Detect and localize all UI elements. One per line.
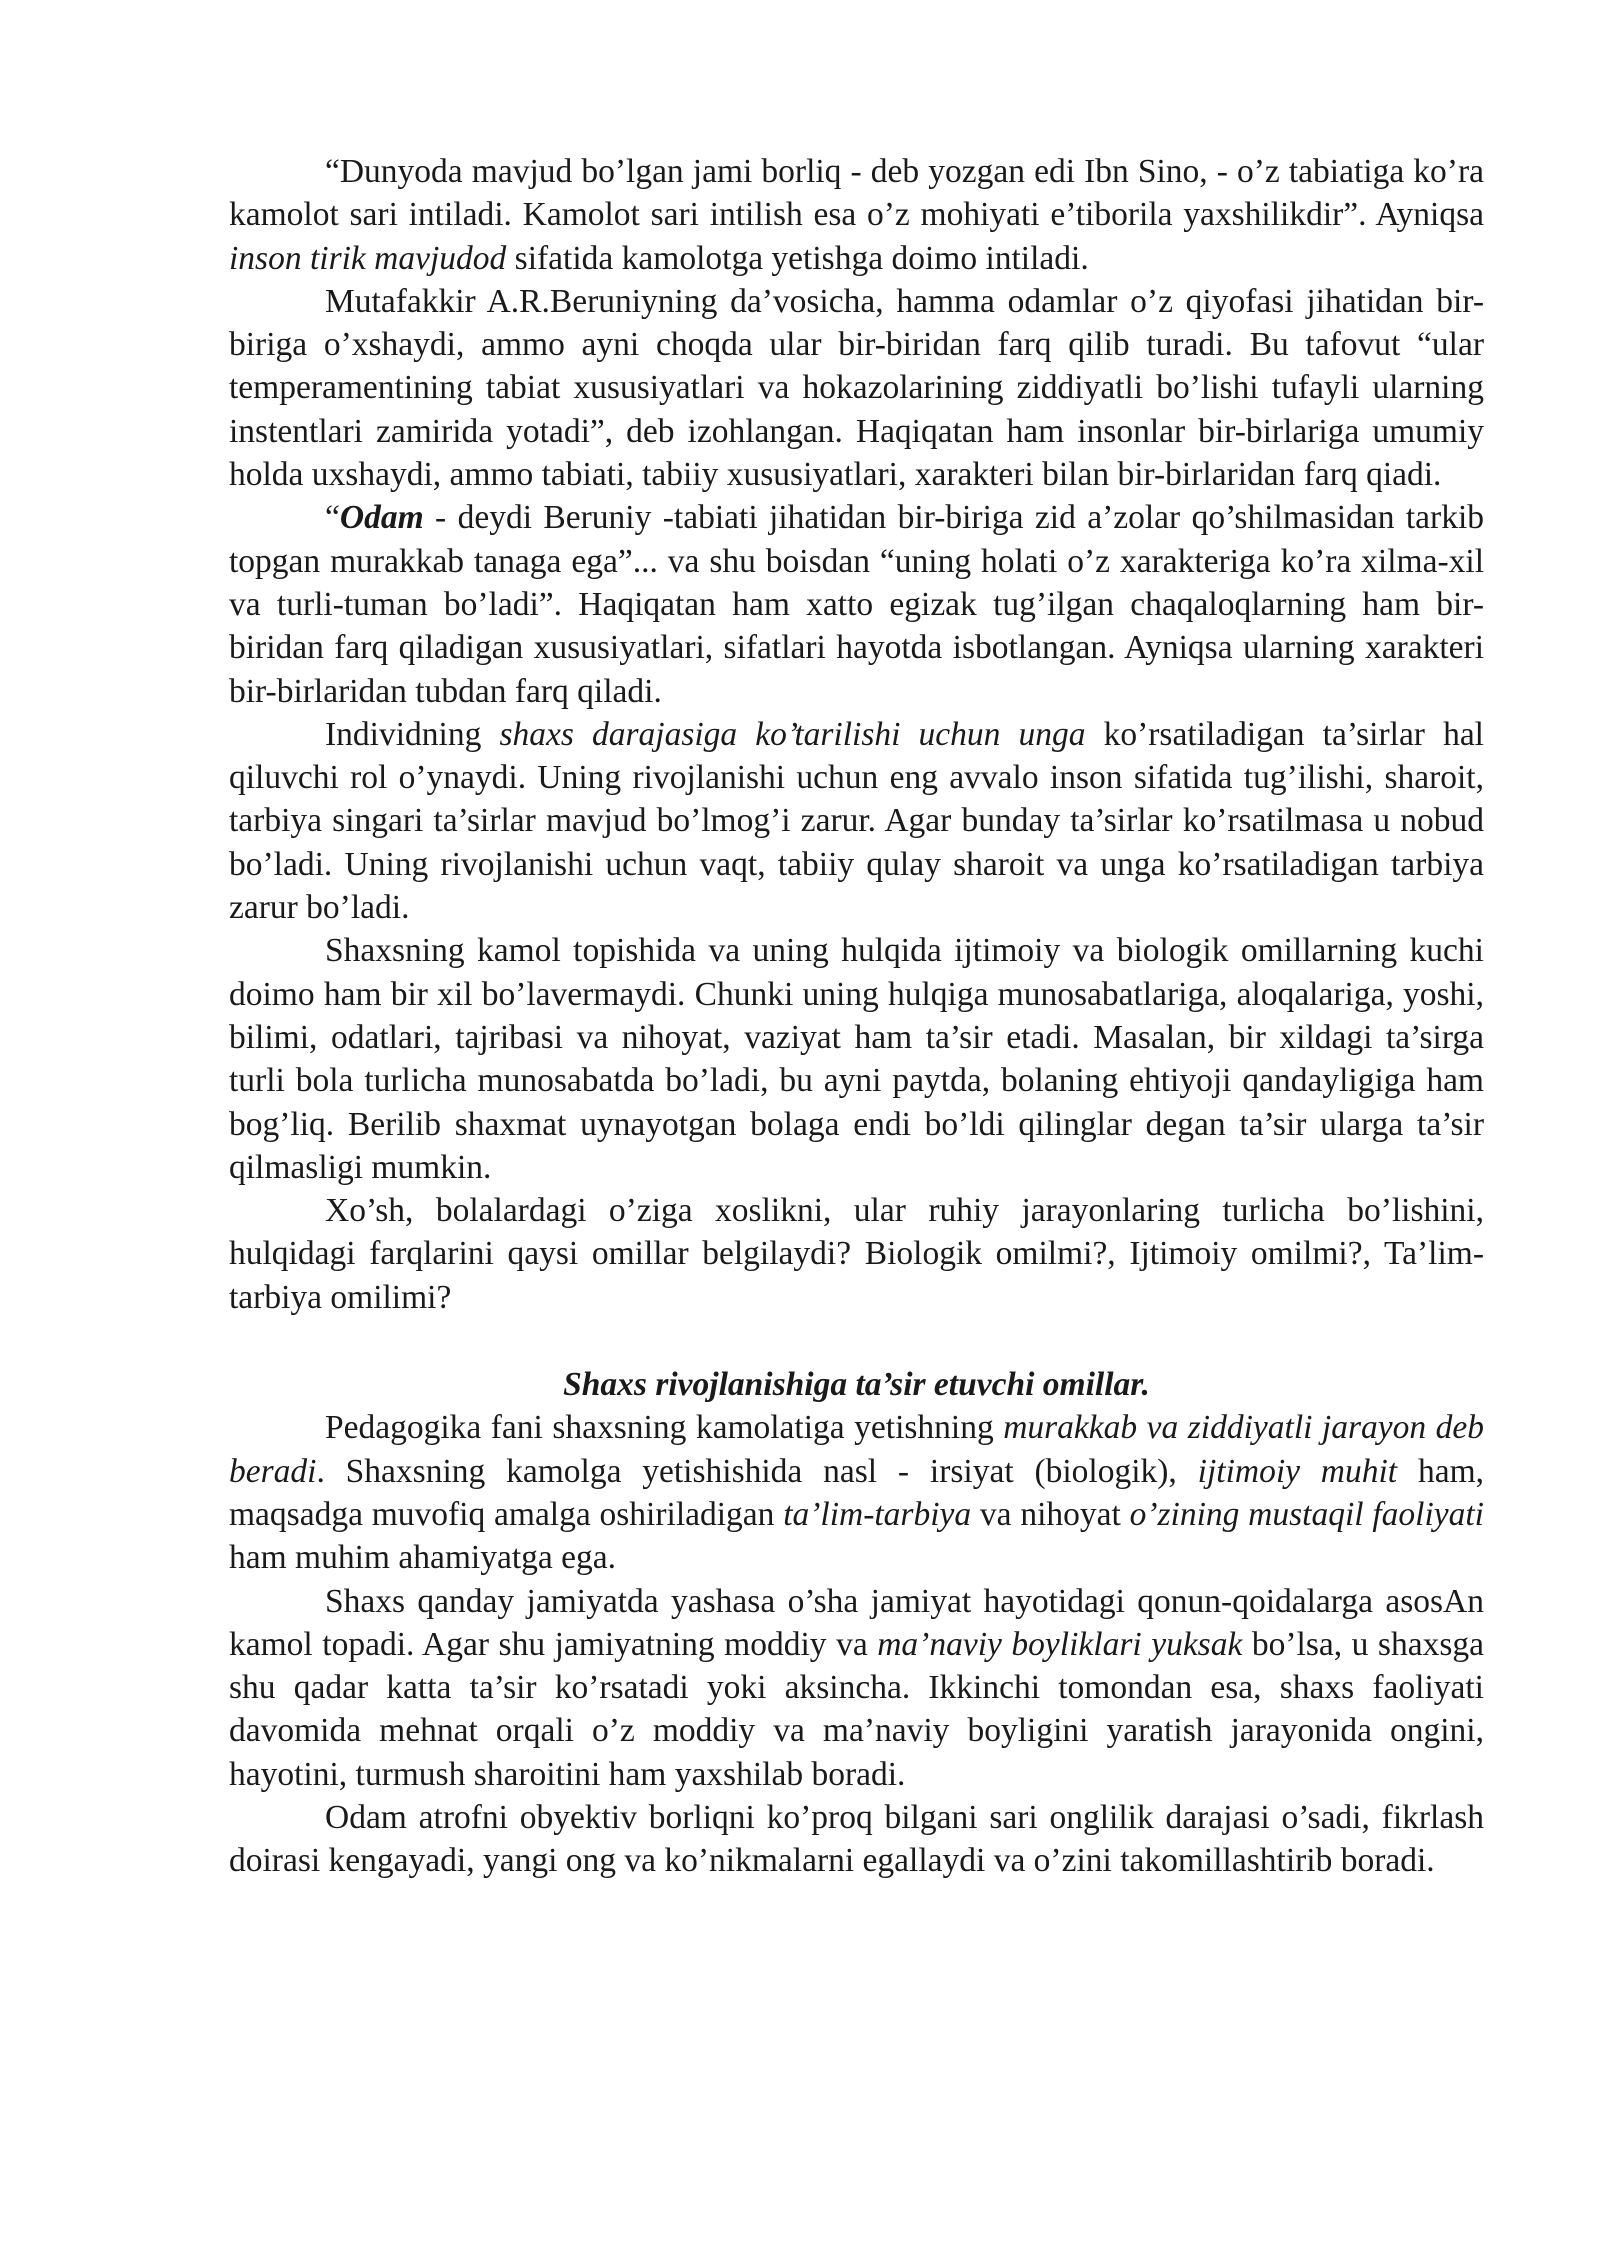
paragraph-p6	[229, 1189, 1484, 1319]
text-run: Odam atrofni obyektiv borliqni ko’proq bilgani sari onglilik darajasi o’sadi, fikrlash doirasi kengayadi, yangi ong va ko’nikmalarni egallaydi va o’zini takomillashtirib boradi.	[229, 1798, 1484, 1880]
text-run: murakkab va ziddiyatli jarayon deb beradi	[229, 1409, 1484, 1490]
paragraph-p2	[229, 280, 1484, 496]
text-run: “	[325, 499, 340, 537]
text-run: va nihoyat	[971, 1495, 1130, 1533]
text-run: - deydi Beruniy -tabiati jihatidan bir-biriga zid a’zolar qo’shilmasidan tarkib topgan murakkab tanaga ega”... va shu boisdan “uning holati o’z xarakteriga ko’ra xilma-xil va turli-tuman bo’ladi”. Haqiqatan ham xatto egizak tug’ilgan chaqaloqlarning ham bir-biridan farq qiladigan xususiyatlari, sifatlari hayotda isbotlangan. Ayniqsa ularning xarakteri bir-birlaridan tubdan farq qiladi.	[229, 499, 1484, 710]
text-run: sifatida kamolotga yetishga doimo intiladi.	[506, 239, 1089, 277]
text-run: bo’lsa, u shaxsga shu qadar katta ta’sir ko’rsatadi yoki aksincha. Ikkinchi tomondan esa, shaxs faoliyati davomida mehnat orqali o’z moddiy va ma’naviy boyligini yaratish jarayonida ongini, hayotini, turmush sharoitini ham yaxshilab boradi.	[229, 1625, 1484, 1793]
text-run: inson tirik mavjudod	[229, 239, 507, 277]
text-run: ta’lim-tarbiya	[783, 1495, 972, 1533]
intro-section	[229, 150, 1484, 1319]
text-run: Shaxsning kamol topishida va uning hulqida ijtimoiy va biologik omillarning kuchi doimo ham bir xil bo’lavermaydi. Chunki uning hulqiga munosabatlariga, aloqalariga, yoshi, bilimi, odatlari, tajribasi va nihoyat, vaziyat ham ta’sir etadi. Masalan, bir xildagi ta’sirga turli bola turlicha munosabatda bo’ladi, bu ayni paytda, bolaning ehtiyoji qandayligiga ham bog’liq. Berilib shaxmat uynayotgan bolaga endi bo’ldi qilinglar degan ta’sir ularga ta’sir qilmasligi mumkin.	[229, 932, 1484, 1186]
text-run: Shaxs qanday jamiyatda yashasa o’sha jamiyat hayotidagi qonun-qoidalarga asosAn kamol topadi. Agar shu jamiyatning moddiy va	[229, 1582, 1484, 1663]
text-run: o’zining mustaqil faoliyati	[1129, 1495, 1484, 1533]
paragraph-p3	[229, 496, 1484, 712]
paragraph-p7	[229, 1406, 1484, 1579]
text-run: Mutafakkir A.R.Beruniyning da’vosicha, hamma odamlar o’z qiyofasi jihatidan bir-biriga o’xshaydi, ammo ayni choqda ular bir-biridan farq qilib turadi. Bu tafovut “ular temperamentining tabiat xususiyatlari va hokazolarining ziddiyatli bo’lishi tufayli ularning instentlari zamirida yotadi”, deb izohlangan. Haqiqatan ham insonlar bir-birlariga umumiy holda uxshaydi, ammo tabiati, tabiiy xususiyatlari, xarakteri bilan bir-birlaridan farq qiadi.	[229, 282, 1484, 494]
paragraph-p9	[229, 1796, 1484, 1883]
text-run: ijtimoiy muhit	[1197, 1452, 1398, 1490]
paragraph-p1	[229, 150, 1484, 280]
text-run: ma’naviy boyliklari yuksak	[877, 1625, 1243, 1663]
section-heading: Shaxs rivojlanishiga ta’sir etuvchi omillar.	[563, 1366, 1150, 1404]
text-run: “Dunyoda mavjud bo’lgan jami borliq - deb yozgan edi Ibn Sino, - o’z tabiatiga ko’ra kamolot sari intiladi. Kamolot sari intilish esa o’z mohiyati e’tiborila yaxshilikdir”. Ayniqsa	[229, 153, 1484, 234]
text-run: ham, maqsadga muvofiq amalga oshiriladigan	[229, 1452, 1484, 1533]
paragraph-p4	[229, 713, 1484, 929]
text-run: Individning	[325, 715, 500, 753]
paragraph-p8	[229, 1580, 1484, 1796]
text-run: Xo’sh, bolalardagi o’ziga xoslikni, ular ruhiy jarayonlaring turlicha bo’lishini, hulqidagi farqlarini qaysi omillar belgilaydi? Biologik omilmi?, Ijtimoiy omilmi?, Ta’lim-tarbiya omilimi?	[229, 1192, 1484, 1316]
paragraph-p5	[229, 929, 1484, 1189]
factors-section	[229, 1406, 1484, 1882]
text-run: Pedagogika fani shaxsning kamolatiga yetishning	[325, 1409, 1004, 1447]
text-run: shaxs darajasiga ko’tarilishi uchun unga	[499, 715, 1086, 753]
document-page	[229, 150, 1484, 1883]
text-run: ko’rsatiladigan ta’sirlar hal qiluvchi rol o’ynaydi. Uning rivojlanishi uchun eng avvalo inson sifatida tug’ilishi, sharoit, tarbiya singari ta’sirlar mavjud bo’lmog’i zarur. Agar bunday ta’sirlar ko’rsatilmasa u nobud bo’ladi. Uning rivojlanishi uchun vaqt, tabiiy qulay sharoit va unga ko’rsatiladigan tarbiya zarur bo’ladi.	[229, 715, 1484, 927]
text-run: ham muhim ahamiyatga ega.	[229, 1539, 616, 1577]
text-run: Odam	[339, 499, 424, 537]
text-run: . Shaxsning kamolga yetishishida nasl - irsiyat (biologik),	[316, 1452, 1198, 1490]
